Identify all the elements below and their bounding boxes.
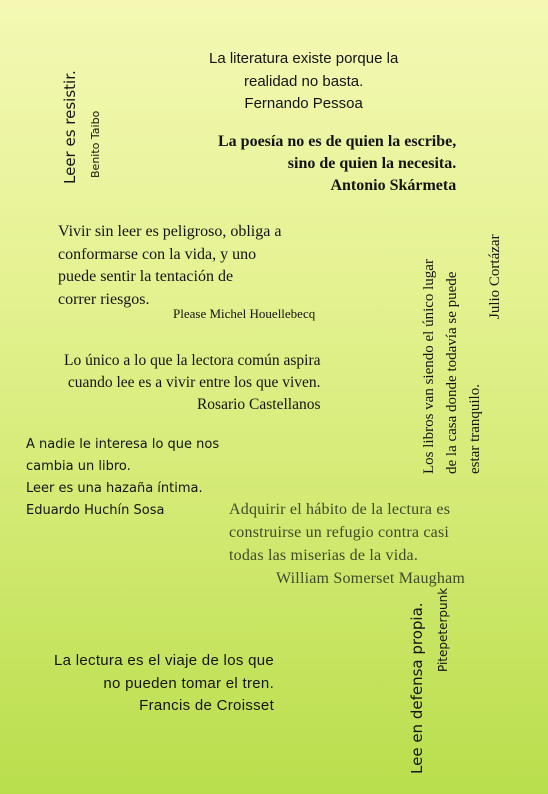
quote-line: Leer es una hazaña íntima. <box>26 481 203 496</box>
quote-line: Lo único a lo que la lectora común aspira <box>64 352 321 369</box>
quote-houellebecq <box>58 221 281 311</box>
quote-author: Eduardo Huchín Sosa <box>26 503 165 518</box>
quote-author: Fernando Pessoa <box>244 95 363 112</box>
quote-line: Adquirir el hábito de la lectura es <box>229 501 451 518</box>
quote-author-cortazar: Julio Cortázar <box>487 234 503 319</box>
quote-croisset <box>54 650 274 718</box>
quote-castellanos <box>64 350 321 416</box>
quote-line: La lectura es el viaje de los que <box>54 652 275 669</box>
quote-author-houellebecq: Please Michel Houellebecq <box>173 306 316 321</box>
quote-cortazar <box>418 259 487 474</box>
quote-text: Lee en defensa propia. <box>408 602 426 774</box>
quote-maugham <box>229 498 465 590</box>
quote-pitepeterpunk <box>404 588 456 774</box>
quote-author: Rosario Castellanos <box>196 396 321 413</box>
quote-line: Vivir sin leer es peligroso, obliga a <box>58 223 282 240</box>
quote-line: todas las miserias de la vida. <box>229 547 419 564</box>
quote-taibo <box>58 70 108 184</box>
quote-line: realidad no basta. <box>244 72 364 90</box>
quote-line: construirse un refugio contra casi <box>229 524 450 541</box>
quote-line: estar tranquilo. <box>467 384 483 474</box>
quote-author: William Somerset Maugham <box>276 570 466 587</box>
quote-author: Benito Taibo <box>89 110 102 178</box>
quote-author: Francis de Croisset <box>139 697 275 714</box>
quote-huchin <box>26 434 219 522</box>
quote-skarmeta <box>218 131 456 197</box>
quote-line: correr riesgos. <box>58 290 150 308</box>
quote-line: sino de quien la necesita. <box>287 155 457 172</box>
quote-line: de la casa donde todavía se puede <box>444 271 460 474</box>
quote-line: La poesía no es de quien la escribe, <box>218 133 457 150</box>
quote-line: La literatura existe porque la <box>209 50 399 67</box>
quote-line: cambia un libro. <box>26 459 131 474</box>
quote-pessoa <box>209 48 398 116</box>
quote-line: no pueden tomar el tren. <box>103 674 275 692</box>
quote-line: conformarse con la vida, y uno <box>58 245 257 263</box>
quote-author: Antonio Skármeta <box>330 177 457 194</box>
quote-author: Pitepeterpunk <box>436 587 450 672</box>
quote-line: A nadie le interesa lo que nos <box>26 437 220 452</box>
quote-line: cuando lee es a vivir entre los que viven. <box>67 374 321 391</box>
quote-text: Leer es resistir. <box>61 70 79 184</box>
quote-line: puede sentir la tentación de <box>58 268 234 285</box>
quote-line: Los libros van siendo el único lugar <box>421 259 437 474</box>
